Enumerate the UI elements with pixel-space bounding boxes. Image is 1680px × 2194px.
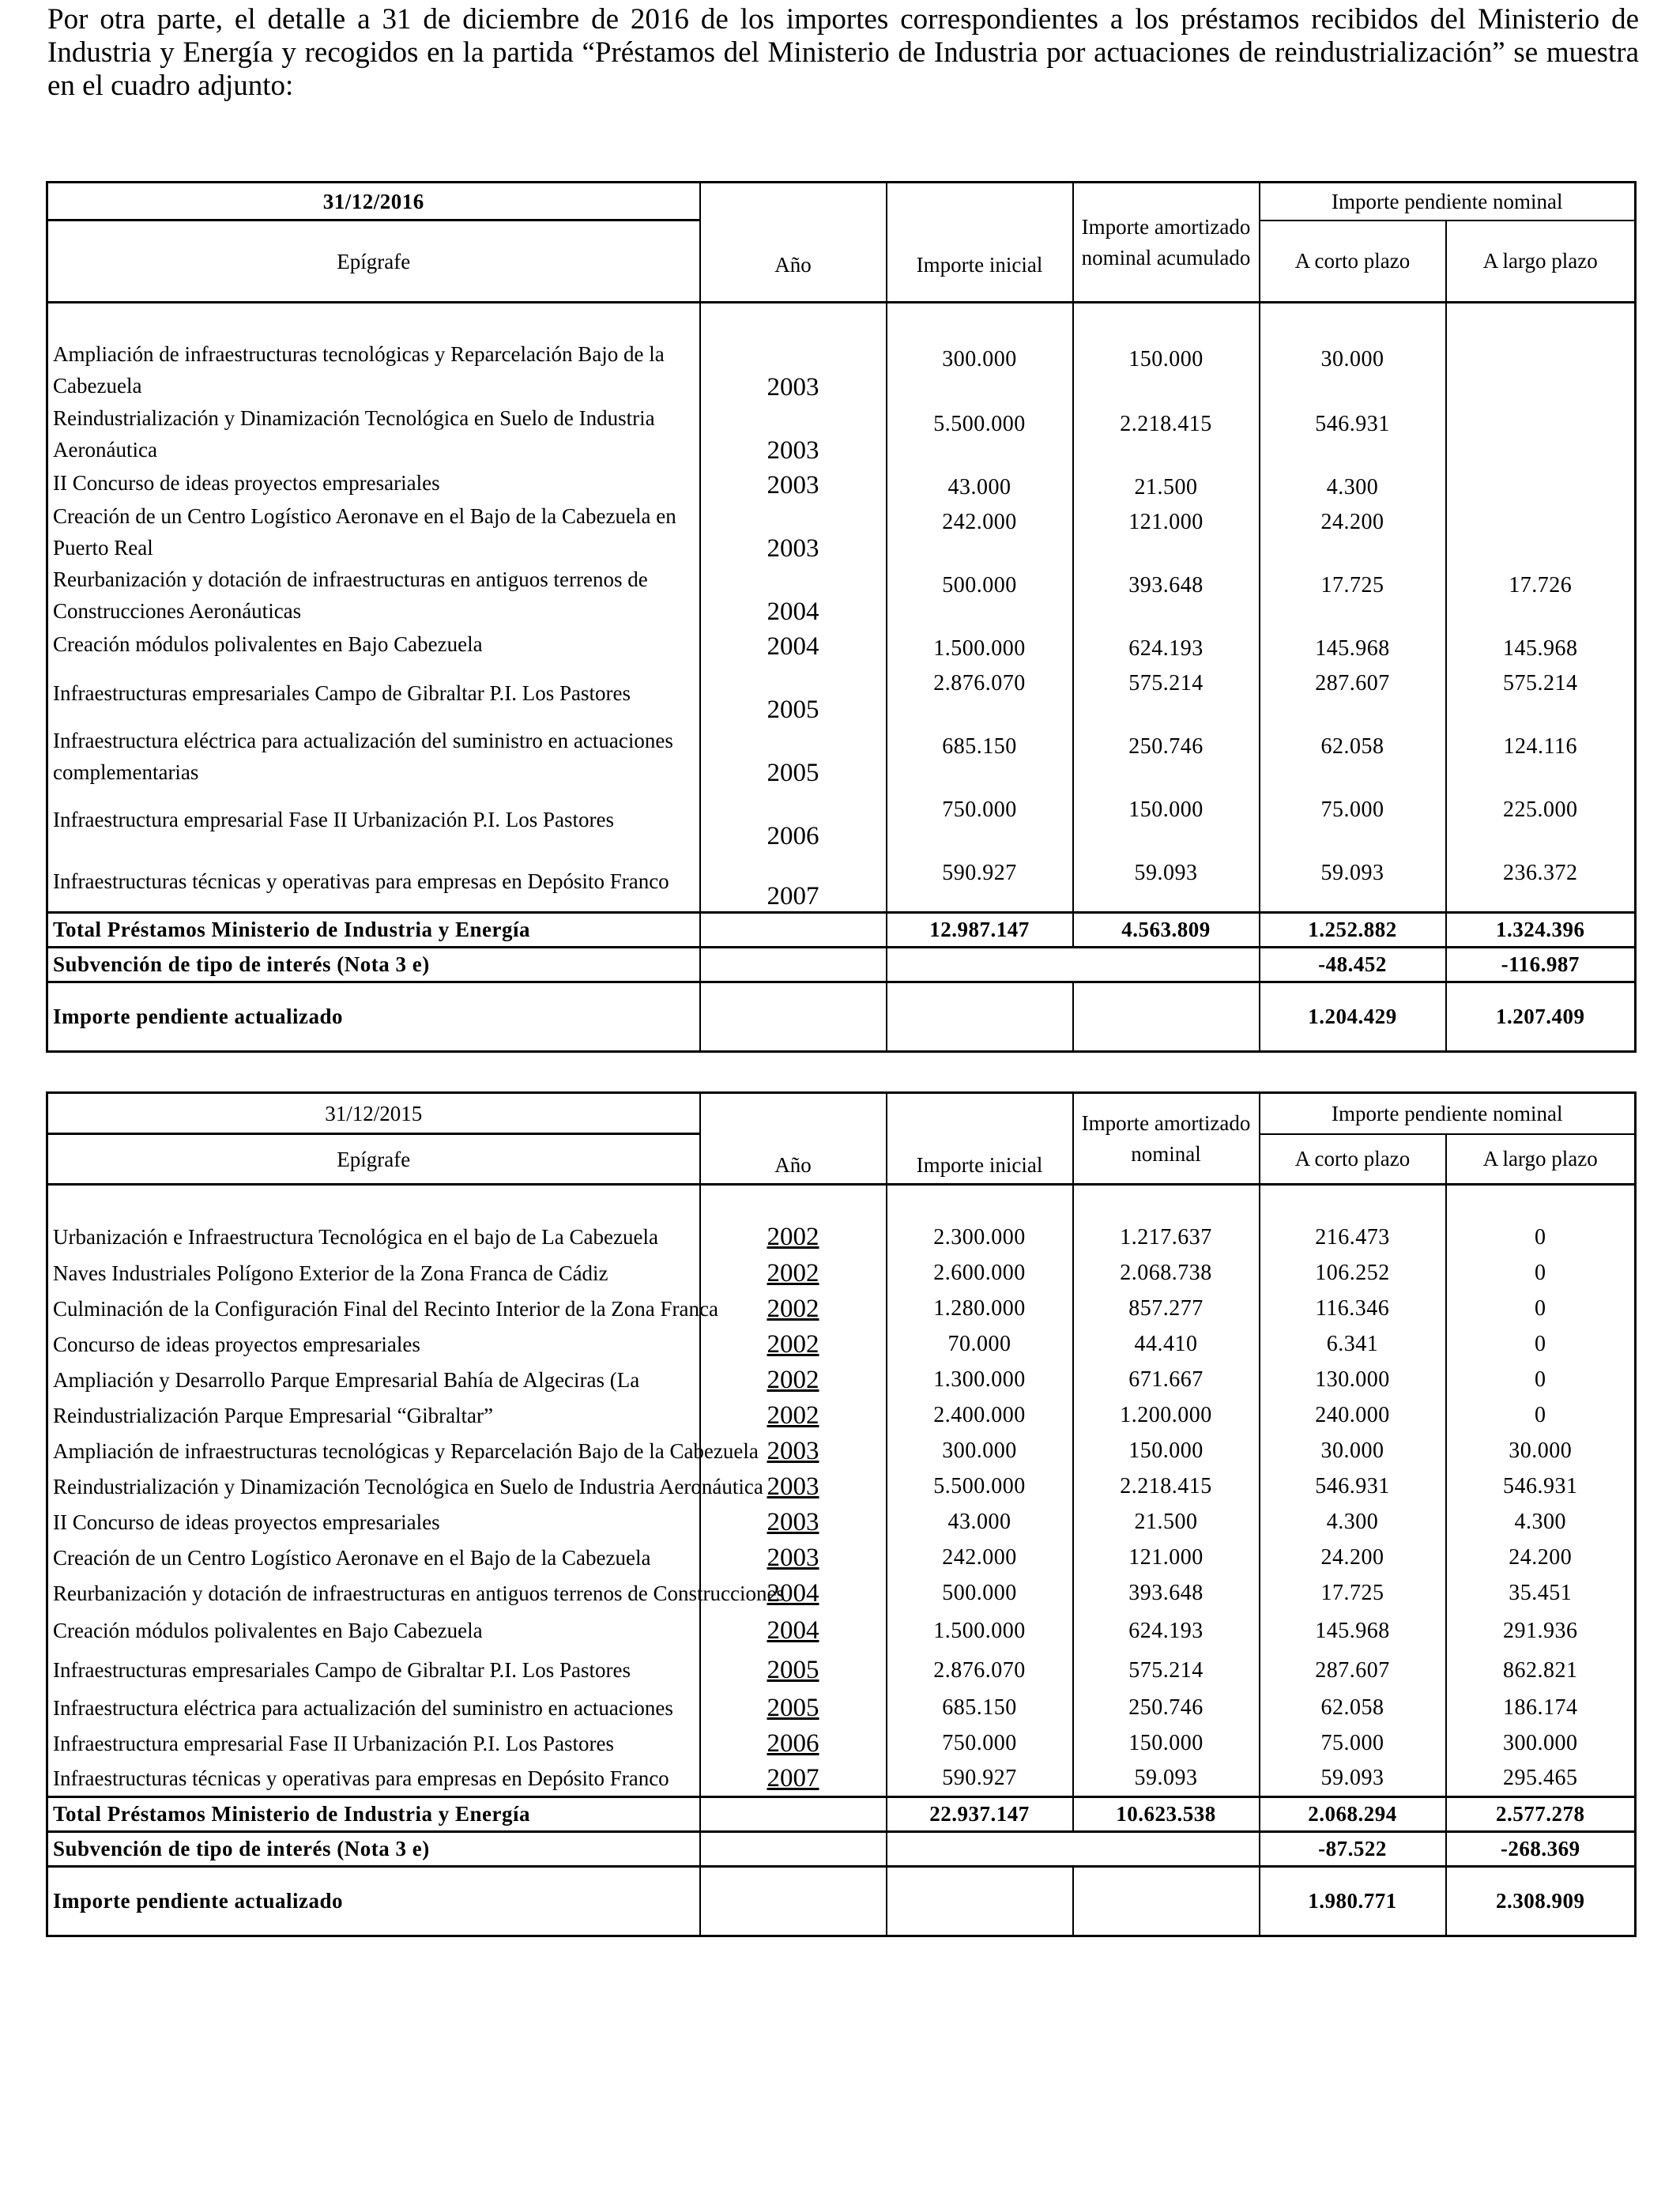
row-epigrafe: Reurbanización y dotación de infraestructuras en antiguos terrenos de Construcciones Aeronáuticas: [47, 564, 700, 627]
row-amortizado: 59.093: [1073, 1762, 1260, 1797]
loans-table-2015: [46, 1091, 1637, 1937]
row-epigrafe: Infraestructura eléctrica para actualización del suministro en actuaciones complementarias: [47, 725, 700, 788]
row-ano: 2005: [700, 1691, 887, 1726]
table-row: [47, 1469, 1636, 1505]
header-amortizado: Importe amortizado nominal acumulado: [1073, 183, 1260, 303]
row-epigrafe: Infraestructuras técnicas y operativas para empresas en Depósito Franco: [47, 1762, 700, 1797]
table-row: [47, 1612, 1636, 1651]
row-ano: 2006: [700, 788, 887, 851]
row-amortizado: 575.214: [1073, 1651, 1260, 1691]
row-ano: 2003: [700, 1434, 887, 1469]
table-row: [47, 788, 1636, 851]
header-largo: A largo plazo: [1446, 221, 1636, 303]
row-ano: 2004: [700, 564, 887, 627]
row-ano: 2007: [700, 1762, 887, 1797]
row-corto-plazo: 6.341: [1260, 1327, 1446, 1363]
row-ano: 2003: [700, 1540, 887, 1576]
row-ano: 2003: [700, 1505, 887, 1540]
row-importe-inicial: 300.000: [887, 1434, 1073, 1469]
row-importe-inicial: 300.000: [887, 337, 1073, 402]
row-epigrafe: Infraestructura empresarial Fase II Urbanización P.I. Los Pastores: [47, 788, 700, 851]
header-importe-inicial: Importe inicial: [887, 183, 1073, 303]
total-largo-plazo: 1.324.396: [1446, 913, 1636, 948]
row-corto-plazo: 62.058: [1260, 725, 1446, 788]
table-row: [47, 500, 1636, 564]
subvencion-largo-plazo: -268.369: [1446, 1832, 1636, 1867]
header-epigrafe: Epígrafe: [47, 1134, 700, 1185]
row-largo-plazo: 0: [1535, 1224, 1546, 1250]
actualizado-ano-empty: [700, 1867, 887, 1936]
row-epigrafe: Reindustrialización y Dinamización Tecnológica en Suelo de Industria Aeronáutica: [47, 402, 700, 466]
table-row: [47, 662, 1636, 725]
header-corto: A corto plazo: [1260, 1134, 1446, 1185]
row-largo-plazo: 0: [1535, 1296, 1546, 1321]
row-largo-plazo: 186.174: [1503, 1695, 1578, 1720]
row-largo-plazo: 4.300: [1514, 1510, 1566, 1534]
row-importe-inicial: 2.600.000: [887, 1256, 1073, 1291]
table-date: 31/12/2015: [47, 1093, 700, 1134]
total-row: [47, 1797, 1636, 1832]
row-largo-plazo: [1446, 402, 1636, 466]
row-epigrafe: Infraestructuras técnicas y operativas para empresas en Depósito Franco: [47, 851, 700, 913]
row-corto-plazo: 240.000: [1260, 1398, 1446, 1434]
row-importe-inicial: 590.927: [887, 851, 1073, 913]
row-importe-inicial: 242.000: [887, 500, 1073, 564]
actualizado-inicial-empty: [887, 1867, 1073, 1936]
row-corto-plazo: 30.000: [1260, 1434, 1446, 1469]
row-epigrafe: Creación módulos polivalentes en Bajo Cabezuela: [47, 627, 700, 662]
table-row: [47, 1691, 1636, 1726]
row-ano: 2003: [700, 500, 887, 564]
row-corto-plazo: 145.968: [1260, 1612, 1446, 1651]
actualizado-corto-plazo: 1.204.429: [1260, 982, 1446, 1052]
row-corto-plazo: 30.000: [1260, 337, 1446, 402]
row-corto-plazo: 145.968: [1260, 627, 1446, 662]
row-epigrafe: Concurso de ideas proyectos empresariales: [47, 1327, 700, 1363]
row-epigrafe: Urbanización e Infraestructura Tecnológica en el bajo de La Cabezuela: [47, 1220, 700, 1256]
row-epigrafe: Ampliación de infraestructuras tecnológicas y Reparcelación Bajo de la Cabezuela: [47, 337, 700, 402]
row-amortizado: 21.500: [1073, 466, 1260, 500]
row-largo-plazo: [1446, 500, 1636, 564]
row-ano: 2004: [700, 627, 887, 662]
row-amortizado: 2.218.415: [1073, 402, 1260, 466]
row-epigrafe: Ampliación de infraestructuras tecnológicas y Reparcelación Bajo de la Cabezuela: [47, 1434, 700, 1469]
header-ano: Año: [700, 183, 887, 303]
row-epigrafe: Infraestructuras empresariales Campo de Gibraltar P.I. Los Pastores: [47, 662, 700, 725]
row-amortizado: 150.000: [1073, 1726, 1260, 1762]
row-largo-plazo: 291.936: [1503, 1618, 1578, 1643]
row-corto-plazo: 24.200: [1260, 500, 1446, 564]
row-ano: 2005: [700, 1651, 887, 1691]
table-row: [47, 1291, 1636, 1327]
row-corto-plazo: 546.931: [1260, 1469, 1446, 1505]
row-largo-plazo: 35.451: [1509, 1581, 1573, 1605]
row-importe-inicial: 500.000: [887, 564, 1073, 627]
row-corto-plazo: 62.058: [1260, 1691, 1446, 1726]
row-ano: 2002: [700, 1220, 887, 1256]
subvencion-corto-plazo: -48.452: [1260, 948, 1446, 982]
table-row: [47, 627, 1636, 662]
row-corto-plazo: 24.200: [1260, 1540, 1446, 1576]
actualizado-label: Importe pendiente actualizado: [47, 982, 700, 1052]
header-pendiente: Importe pendiente nominal: [1260, 1093, 1636, 1134]
table-row: [47, 337, 1636, 402]
row-importe-inicial: 2.876.070: [887, 662, 1073, 725]
subvencion-label: Subvención de tipo de interés (Nota 3 e): [47, 1832, 700, 1867]
row-amortizado: 575.214: [1073, 662, 1260, 725]
row-corto-plazo: 59.093: [1260, 1762, 1446, 1797]
total-label: Total Préstamos Ministerio de Industria y Energía: [47, 913, 700, 948]
row-amortizado: 21.500: [1073, 1505, 1260, 1540]
row-largo-plazo: 236.372: [1503, 860, 1578, 885]
row-ano: 2005: [700, 662, 887, 725]
row-epigrafe: Infraestructura eléctrica para actualización del suministro en actuaciones: [47, 1691, 700, 1726]
table-row: [47, 466, 1636, 500]
table-row: [47, 402, 1636, 466]
row-corto-plazo: 17.725: [1260, 1576, 1446, 1612]
table-row: [47, 1726, 1636, 1762]
row-corto-plazo: 106.252: [1260, 1256, 1446, 1291]
row-importe-inicial: 590.927: [887, 1762, 1073, 1797]
row-importe-inicial: 70.000: [887, 1327, 1073, 1363]
header-pendiente: Importe pendiente nominal: [1260, 183, 1636, 221]
row-ano: 2003: [700, 402, 887, 466]
row-epigrafe: Infraestructura empresarial Fase II Urbanización P.I. Los Pastores: [47, 1726, 700, 1762]
row-amortizado: 1.217.637: [1073, 1220, 1260, 1256]
row-largo-plazo: 17.726: [1509, 572, 1573, 598]
row-corto-plazo: 75.000: [1260, 1726, 1446, 1762]
row-amortizado: 121.000: [1073, 1540, 1260, 1576]
row-importe-inicial: 43.000: [887, 1505, 1073, 1540]
row-importe-inicial: 2.400.000: [887, 1398, 1073, 1434]
row-importe-inicial: 2.300.000: [887, 1220, 1073, 1256]
row-ano: 2003: [700, 337, 887, 402]
actualizado-amortizado-empty: [1073, 982, 1260, 1052]
row-amortizado: 1.200.000: [1073, 1398, 1260, 1434]
row-epigrafe: Creación módulos polivalentes en Bajo Cabezuela: [47, 1612, 700, 1651]
row-amortizado: 59.093: [1073, 851, 1260, 913]
row-amortizado: 150.000: [1073, 337, 1260, 402]
table-row: [47, 1762, 1636, 1797]
header-ano: Año: [700, 1093, 887, 1185]
header-largo: A largo plazo: [1446, 1134, 1636, 1185]
subvencion-inicial-empty: [887, 948, 1073, 982]
total-corto-plazo: 1.252.882: [1260, 913, 1446, 948]
row-amortizado: 624.193: [1073, 627, 1260, 662]
row-largo-plazo: 575.214: [1503, 670, 1578, 696]
row-importe-inicial: 1.280.000: [887, 1291, 1073, 1327]
subvencion-amortizado-empty: [1073, 1832, 1260, 1867]
row-amortizado: 624.193: [1073, 1612, 1260, 1651]
row-largo-plazo: 124.116: [1503, 733, 1577, 759]
row-ano: 2003: [700, 1469, 887, 1505]
row-amortizado: 250.746: [1073, 1691, 1260, 1726]
row-ano: 2005: [700, 725, 887, 788]
row-largo-plazo: 0: [1535, 1332, 1546, 1356]
row-amortizado: 2.068.738: [1073, 1256, 1260, 1291]
actualizado-inicial-empty: [887, 982, 1073, 1052]
row-ano: 2006: [700, 1726, 887, 1762]
intro-paragraph: Por otra parte, el detalle a 31 de diciembre de 2016 de los importes correspondientes a los préstamos recibidos del Ministerio de Industria y Energía y recogidos en la partida “Préstamos del Ministerio de Industria por actuaciones de reindustrialización” se muestra en el cuadro adjunto:: [47, 3, 1639, 102]
total-ano-empty: [700, 913, 887, 948]
table-row: [47, 851, 1636, 913]
row-ano: 2004: [700, 1576, 887, 1612]
row-largo-plazo: 862.821: [1503, 1657, 1578, 1683]
row-ano: 2002: [700, 1256, 887, 1291]
row-ano: 2002: [700, 1291, 887, 1327]
row-ano: 2004: [700, 1612, 887, 1651]
actualizado-largo-plazo: 1.207.409: [1446, 982, 1636, 1052]
subvencion-row: [47, 948, 1636, 982]
row-amortizado: 671.667: [1073, 1363, 1260, 1398]
row-largo-plazo: 145.968: [1503, 635, 1578, 661]
table-row: [47, 1327, 1636, 1363]
row-epigrafe: Reindustrialización Parque Empresarial “Gibraltar”: [47, 1398, 700, 1434]
table-row: [47, 1505, 1636, 1540]
row-importe-inicial: 500.000: [887, 1576, 1073, 1612]
row-corto-plazo: 75.000: [1260, 788, 1446, 851]
table-row: [47, 564, 1636, 627]
row-ano: 2003: [700, 466, 887, 500]
row-importe-inicial: 43.000: [887, 466, 1073, 500]
table-row: [47, 1576, 1636, 1612]
subvencion-row: [47, 1832, 1636, 1867]
row-epigrafe: Infraestructuras empresariales Campo de Gibraltar P.I. Los Pastores: [47, 1651, 700, 1691]
row-largo-plazo: 546.931: [1503, 1474, 1578, 1498]
total-ano-empty: [700, 1797, 887, 1832]
row-importe-inicial: 750.000: [887, 1726, 1073, 1762]
row-largo-plazo: [1446, 337, 1636, 402]
row-importe-inicial: 5.500.000: [887, 402, 1073, 466]
actualizado-largo-plazo: 2.308.909: [1446, 1867, 1636, 1936]
subvencion-corto-plazo: -87.522: [1260, 1832, 1446, 1867]
actualizado-row: [47, 982, 1636, 1052]
table-row: [47, 1398, 1636, 1434]
total-largo-plazo: 2.577.278: [1446, 1797, 1636, 1832]
row-ano: 2002: [700, 1363, 887, 1398]
header-corto: A corto plazo: [1260, 221, 1446, 303]
row-amortizado: 250.746: [1073, 725, 1260, 788]
row-amortizado: 393.648: [1073, 564, 1260, 627]
row-amortizado: 2.218.415: [1073, 1469, 1260, 1505]
total-importe-inicial: 22.937.147: [887, 1797, 1073, 1832]
row-largo-plazo: 0: [1535, 1403, 1546, 1427]
row-corto-plazo: 4.300: [1260, 466, 1446, 500]
subvencion-largo-plazo: -116.987: [1446, 948, 1636, 982]
row-amortizado: 150.000: [1073, 1434, 1260, 1469]
table-row: [47, 1220, 1636, 1256]
row-corto-plazo: 287.607: [1260, 662, 1446, 725]
row-corto-plazo: 130.000: [1260, 1363, 1446, 1398]
row-corto-plazo: 546.931: [1260, 402, 1446, 466]
row-corto-plazo: 216.473: [1260, 1220, 1446, 1256]
row-importe-inicial: 1.500.000: [887, 627, 1073, 662]
row-epigrafe: Creación de un Centro Logístico Aeronave en el Bajo de la Cabezuela: [47, 1540, 700, 1576]
row-epigrafe: Naves Industriales Polígono Exterior de la Zona Franca de Cádiz: [47, 1256, 700, 1291]
row-amortizado: 393.648: [1073, 1576, 1260, 1612]
subvencion-label: Subvención de tipo de interés (Nota 3 e): [47, 948, 700, 982]
row-largo-plazo: 225.000: [1503, 797, 1578, 822]
table-row: [47, 1256, 1636, 1291]
total-corto-plazo: 2.068.294: [1260, 1797, 1446, 1832]
header-epigrafe: Epígrafe: [47, 221, 700, 303]
row-corto-plazo: 59.093: [1260, 851, 1446, 913]
row-largo-plazo: 300.000: [1503, 1731, 1578, 1755]
row-corto-plazo: 17.725: [1260, 564, 1446, 627]
row-largo-plazo: [1446, 466, 1636, 500]
row-epigrafe: Ampliación y Desarrollo Parque Empresarial Bahía de Algeciras (La: [47, 1363, 700, 1398]
row-epigrafe: Reurbanización y dotación de infraestructuras en antiguos terrenos de Construcciones: [47, 1576, 700, 1612]
row-importe-inicial: 750.000: [887, 788, 1073, 851]
row-epigrafe: Creación de un Centro Logístico Aeronave en el Bajo de la Cabezuela en Puerto Real: [47, 500, 700, 564]
row-largo-plazo: 0: [1535, 1261, 1546, 1285]
row-amortizado: 857.277: [1073, 1291, 1260, 1327]
table-row: [47, 1434, 1636, 1469]
subvencion-amortizado-empty: [1073, 948, 1260, 982]
actualizado-corto-plazo: 1.980.771: [1260, 1867, 1446, 1936]
row-ano: 2007: [700, 851, 887, 913]
subvencion-inicial-empty: [887, 1832, 1073, 1867]
header-importe-inicial: Importe inicial: [887, 1093, 1073, 1185]
row-importe-inicial: 1.500.000: [887, 1612, 1073, 1651]
row-importe-inicial: 1.300.000: [887, 1363, 1073, 1398]
table-date: 31/12/2016: [47, 183, 700, 221]
row-importe-inicial: 685.150: [887, 1691, 1073, 1726]
table-row: [47, 1540, 1636, 1576]
actualizado-ano-empty: [700, 982, 887, 1052]
total-amortizado: 4.563.809: [1073, 913, 1260, 948]
table-row: [47, 725, 1636, 788]
loans-table-2016: [46, 181, 1637, 1053]
row-largo-plazo: 295.465: [1503, 1766, 1578, 1791]
row-importe-inicial: 685.150: [887, 725, 1073, 788]
table-row: [47, 1363, 1636, 1398]
row-largo-plazo: 24.200: [1509, 1545, 1573, 1570]
subvencion-ano-empty: [700, 1832, 887, 1867]
total-importe-inicial: 12.987.147: [887, 913, 1073, 948]
subvencion-ano-empty: [700, 948, 887, 982]
row-corto-plazo: 287.607: [1260, 1651, 1446, 1691]
total-label: Total Préstamos Ministerio de Industria y Energía: [47, 1797, 700, 1832]
row-importe-inicial: 242.000: [887, 1540, 1073, 1576]
row-epigrafe: II Concurso de ideas proyectos empresariales: [47, 1505, 700, 1540]
row-epigrafe: Culminación de la Configuración Final del Recinto Interior de la Zona Franca: [47, 1291, 700, 1327]
row-ano: 2002: [700, 1398, 887, 1434]
header-amortizado: Importe amortizado nominal: [1073, 1093, 1260, 1185]
row-corto-plazo: 116.346: [1260, 1291, 1446, 1327]
row-epigrafe: Reindustrialización y Dinamización Tecnológica en Suelo de Industria Aeronáutica: [47, 1469, 700, 1505]
total-amortizado: 10.623.538: [1073, 1797, 1260, 1832]
row-corto-plazo: 4.300: [1260, 1505, 1446, 1540]
row-importe-inicial: 2.876.070: [887, 1651, 1073, 1691]
row-amortizado: 44.410: [1073, 1327, 1260, 1363]
table-row: [47, 1651, 1636, 1691]
row-amortizado: 150.000: [1073, 788, 1260, 851]
actualizado-amortizado-empty: [1073, 1867, 1260, 1936]
actualizado-label: Importe pendiente actualizado: [47, 1867, 700, 1936]
row-importe-inicial: 5.500.000: [887, 1469, 1073, 1505]
row-largo-plazo: 30.000: [1509, 1438, 1573, 1463]
row-amortizado: 121.000: [1073, 500, 1260, 564]
row-epigrafe: II Concurso de ideas proyectos empresariales: [47, 466, 700, 500]
row-ano: 2002: [700, 1327, 887, 1363]
actualizado-row: [47, 1867, 1636, 1936]
row-largo-plazo: 0: [1535, 1367, 1546, 1392]
total-row: [47, 913, 1636, 948]
